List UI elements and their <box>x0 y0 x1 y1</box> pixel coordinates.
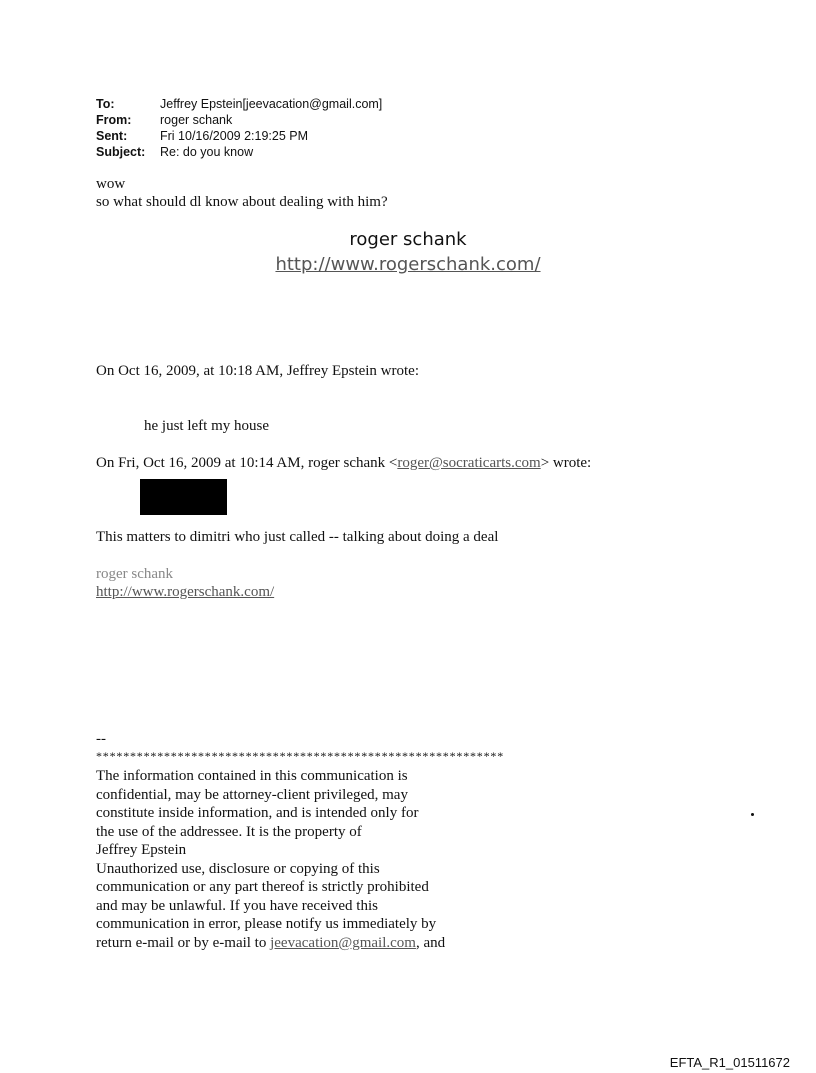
quote2-sig-name: roger schank <box>96 566 174 582</box>
disclaimer-line-5: Jeffrey Epstein <box>96 842 187 858</box>
body-line-1: wow <box>96 176 126 192</box>
sent-value: Fri 10/16/2009 2:19:25 PM <box>160 129 309 143</box>
email-header <box>96 96 496 162</box>
subject-value: Re: do you know <box>160 145 254 159</box>
sent-label: Sent: <box>96 129 128 143</box>
quote2-sig-url-wrap <box>96 583 274 602</box>
quote2-text: This matters to dimitri who just called -- talking about doing a deal <box>96 529 499 545</box>
sent-row <box>96 128 496 144</box>
body-line-2: so what should dl know about dealing with him? <box>96 194 388 210</box>
quote2-attribution-suffix: > wrote: <box>540 455 592 471</box>
signature-name: roger schank <box>349 229 467 250</box>
signature-url-wrap <box>0 254 816 276</box>
disclaimer-line-2: confidential, may be attorney-client privileged, may <box>96 786 408 803</box>
quote1-text: he just left my house <box>144 418 269 434</box>
disclaimer-line-4: the use of the addressee. It is the property of <box>96 823 362 840</box>
subject-label: Subject: <box>96 145 146 159</box>
disclaimer-line-9: communication in error, please notify us immediately by <box>96 916 437 932</box>
document-id: EFTA_R1_01511672 <box>669 1055 790 1070</box>
quote2-attribution <box>96 454 591 473</box>
disclaimer-line-10 <box>96 934 445 953</box>
disclaimer-line-7: communication or any part thereof is strictly prohibited <box>96 879 429 895</box>
disclaimer-email-link[interactable]: jeevacation@gmail.com <box>270 934 416 951</box>
signature-url-link[interactable]: http://www.rogerschank.com/ <box>275 254 541 275</box>
quote2-sig-url-link[interactable]: http://www.rogerschank.com/ <box>96 584 275 600</box>
stray-dot <box>751 813 754 816</box>
disclaimer-line-1: The information contained in this communication is <box>96 768 408 784</box>
subject-row <box>96 144 496 160</box>
quote2-email-link[interactable]: roger@socraticarts.com <box>397 455 541 471</box>
from-value: roger schank <box>160 113 233 127</box>
to-row <box>96 96 496 112</box>
to-label: To: <box>96 97 115 111</box>
disclaimer-line-8: and may be unlawful. If you have received this <box>96 897 378 914</box>
disclaimer-dashes: -- <box>96 731 106 747</box>
disclaimer-line-6: Unauthorized use, disclosure or copying of this <box>96 860 380 877</box>
disclaimer-line-3: constitute inside information, and is intended only for <box>96 805 419 821</box>
disclaimer-stars: ************************************************************ <box>96 749 504 763</box>
quote1-attribution: On Oct 16, 2009, at 10:18 AM, Jeffrey Epstein wrote: <box>96 363 420 379</box>
from-label: From: <box>96 113 132 127</box>
disclaimer-last-suffix: , and <box>415 934 446 951</box>
quote2-attribution-prefix: On Fri, Oct 16, 2009 at 10:14 AM, roger schank < <box>96 455 398 471</box>
disclaimer-last-prefix: return e-mail or by e-mail to <box>96 934 271 951</box>
redaction-box <box>140 479 227 515</box>
from-row <box>96 112 496 128</box>
to-value: Jeffrey Epstein[jeevacation@gmail.com] <box>160 97 383 111</box>
